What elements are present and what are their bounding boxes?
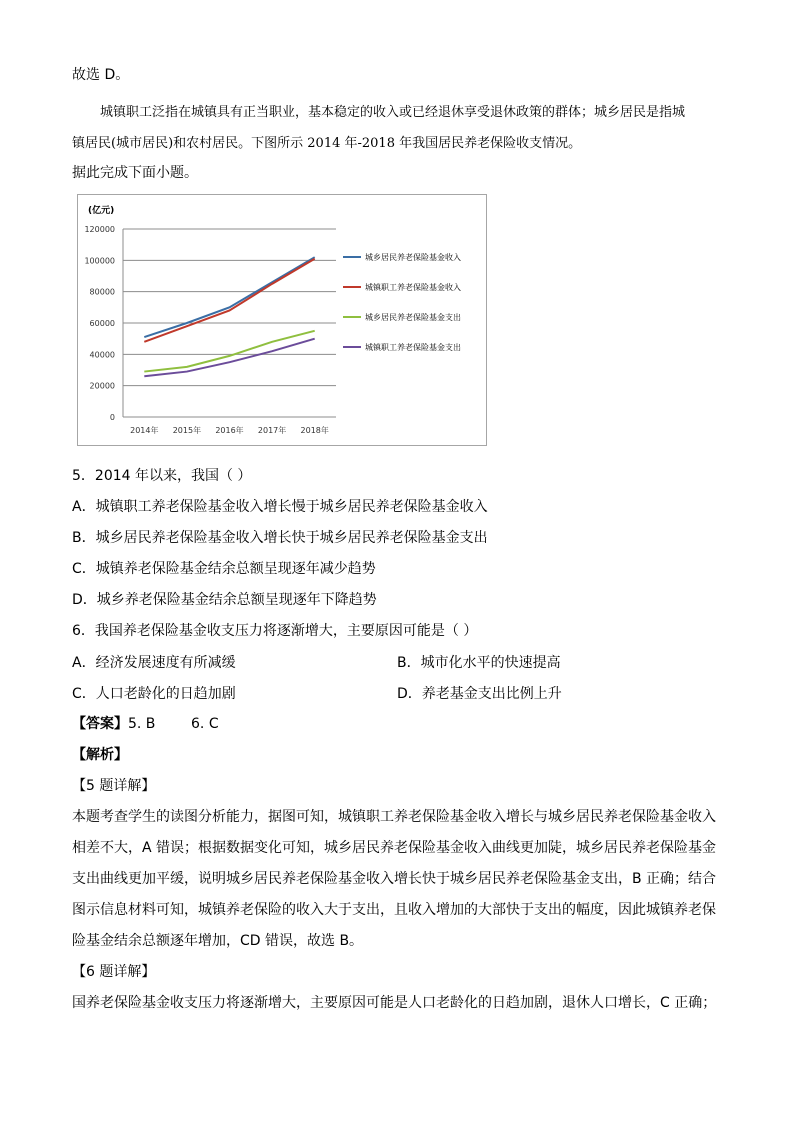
instruction: 据此完成下面小题。 [72, 165, 198, 181]
answer-label: 【答案】 [72, 716, 128, 732]
detail-6-line-1: 国养老保险基金收支压力将逐渐增大，主要原因可能是人口老龄化的日趋加剧，退休人口增长，C 正确； [72, 995, 717, 1011]
answer-value: 5. B 6. C [128, 716, 219, 732]
question-5-stem: 5．2014 年以来，我国（ ） [72, 468, 252, 484]
x-tick-label: 2018年 [300, 426, 329, 435]
line-chart-svg [78, 195, 486, 445]
y-tick-label: 0 [109, 413, 115, 422]
question-6-option-a: A．经济发展速度有所减缓 [72, 655, 236, 671]
detail-5-line-1: 本题考查学生的读图分析能力，据图可知，城镇职工养老保险基金收入增长与城乡居民养老保险基金收入 [72, 809, 716, 825]
question-5-option-c: C．城镇养老保险基金结余总额呈现逐年减少趋势 [72, 561, 376, 577]
detail-5-label: 【5 题详解】 [72, 778, 156, 794]
detail-5-line-3: 支出曲线更加平缓，说明城乡居民养老保险基金收入增长快于城乡居民养老保险基金支出，B 正确；结合 [72, 871, 717, 887]
pension-chart [77, 194, 487, 446]
detail-5-line-5: 险基金结余总额逐年增加，CD 错误，故选 B。 [72, 933, 364, 949]
legend-label: 城乡居民养老保险基金支出 [365, 313, 461, 322]
y-unit-label: (亿元) [88, 206, 115, 216]
x-tick-label: 2014年 [130, 426, 159, 435]
x-tick-label: 2016年 [215, 426, 244, 435]
question-6-stem: 6．我国养老保险基金收支压力将逐渐增大，主要原因可能是（ ） [72, 623, 478, 639]
y-tick-label: 100000 [84, 256, 115, 266]
previous-answer: 故选 D。 [72, 67, 130, 83]
y-tick-label: 120000 [84, 225, 115, 234]
series-line [144, 339, 314, 377]
x-tick-label: 2015年 [172, 426, 202, 435]
answer-line [72, 713, 219, 733]
analysis-label: 【解析】 [72, 747, 128, 763]
detail-5-line-2: 相差不大，A 错误；根据数据变化可知，城乡居民养老保险基金收入曲线更加陡，城乡居民养老保险基金 [72, 840, 717, 856]
question-6-option-d: D．养老基金支出比例上升 [397, 686, 562, 702]
intro-line-1: 城镇职工泛指在城镇具有正当职业，基本稳定的收入或已经退休享受退休政策的群体；城乡居民是指城 [100, 105, 686, 120]
question-6-option-c: C．人口老龄化的日趋加剧 [72, 686, 236, 702]
legend-label: 城镇职工养老保险基金支出 [365, 343, 461, 352]
question-5-option-d: D．城乡养老保险基金结余总额呈现逐年下降趋势 [72, 592, 377, 608]
y-tick-label: 40000 [89, 350, 115, 360]
question-5-option-b: B．城乡居民养老保险基金收入增长快于城乡居民养老保险基金支出 [72, 530, 488, 546]
series-line [144, 257, 314, 337]
x-tick-label: 2017年 [257, 426, 287, 435]
legend-label: 城乡居民养老保险基金收入 [365, 253, 461, 262]
y-tick-label: 20000 [89, 381, 115, 391]
series-line [144, 331, 314, 372]
question-5-option-a: A．城镇职工养老保险基金收入增长慢于城乡居民养老保险基金收入 [72, 499, 488, 515]
detail-5-line-4: 图示信息材料可知，城镇养老保险的收入大于支出，且收入增加的大部快于支出的幅度，因此城镇养老保 [72, 902, 716, 918]
legend-label: 城镇职工养老保险基金收入 [365, 283, 461, 292]
question-6-option-b: B．城市化水平的快速提高 [397, 655, 561, 671]
detail-6-label: 【6 题详解】 [72, 964, 156, 980]
intro-line-2: 镇居民(城市居民)和农村居民。下图所示 2014 年-2018 年我国居民养老保险收支情况。 [72, 136, 582, 151]
y-tick-label: 80000 [89, 287, 115, 297]
y-tick-label: 60000 [89, 319, 115, 328]
